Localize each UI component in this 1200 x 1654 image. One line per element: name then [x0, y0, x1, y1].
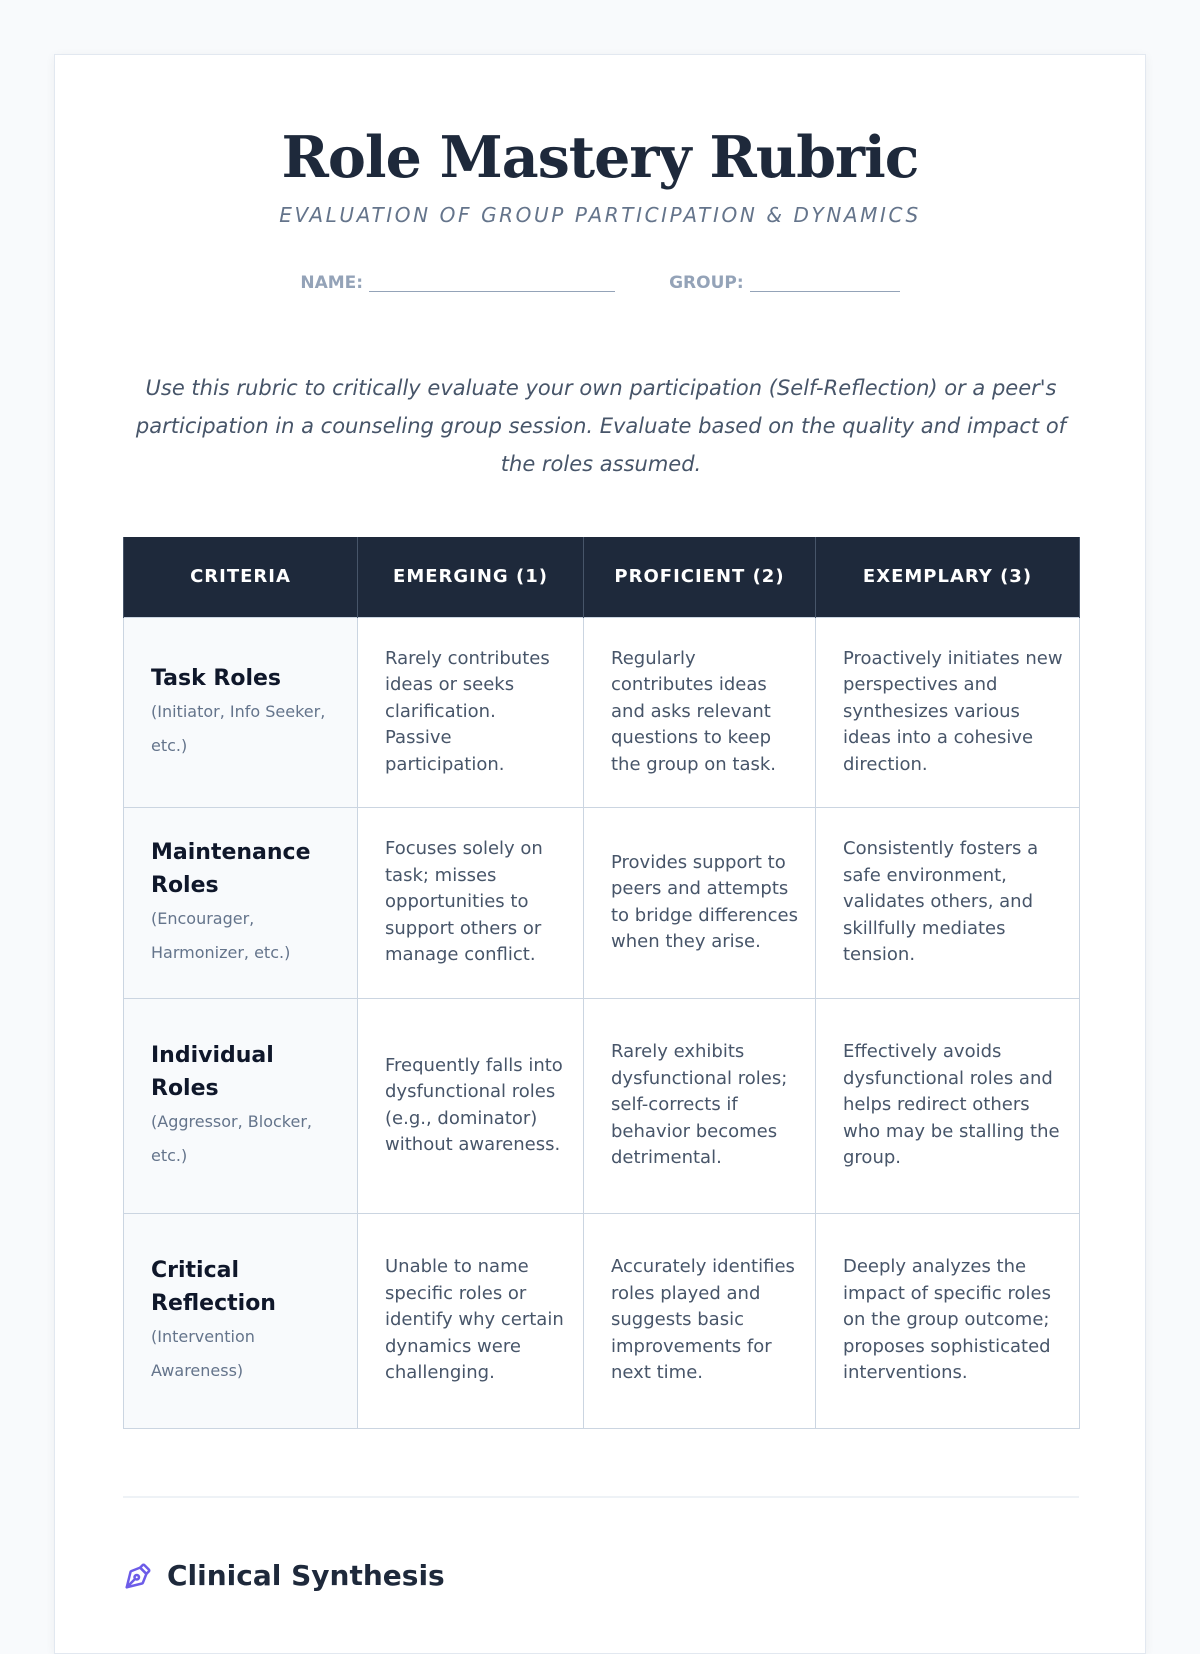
criterion-examples: (Aggressor, Blocker, etc.): [151, 1111, 312, 1165]
criterion-title: Maintenance Roles: [151, 839, 311, 898]
criterion-cell: [124, 998, 358, 1213]
exemplary-cell: Consistently fosters a safe environment, validates others, and skillfully mediates tension.: [816, 807, 1080, 998]
table-row: [124, 617, 1080, 807]
table-row: [124, 998, 1080, 1213]
name-blank-line[interactable]: [369, 271, 615, 292]
intro-text: Use this rubric to critically evaluate your own participation (Self-Reflection) or a peer's participation in a counseling group session. Evaluate based on the quality and impact of the roles assumed.: [135, 376, 1067, 476]
proficient-cell: Accurately identifies roles played and suggests basic improvements for next time.: [584, 1213, 816, 1428]
proficient-cell: Provides support to peers and attempts to bridge differences when they arise.: [584, 807, 816, 998]
rubric-table: [123, 537, 1080, 1429]
column-header-proficient: PROFICIENT (2): [584, 537, 816, 617]
column-header-emerging: EMERGING (1): [358, 537, 584, 617]
table-row: [124, 807, 1080, 998]
table-row: [124, 1213, 1080, 1428]
section-divider: [123, 1496, 1079, 1498]
proficient-cell: Regularly contributes ideas and asks relevant questions to keep the group on task.: [584, 617, 816, 807]
clinical-synthesis-header: [123, 1559, 445, 1593]
table-header-row: [124, 537, 1080, 617]
criterion-cell: [124, 1213, 358, 1428]
criterion-title: Task Roles: [151, 665, 282, 691]
emerging-cell: Frequently falls into dysfunctional roles (e.g., dominator) without awareness.: [358, 998, 584, 1213]
exemplary-cell: Proactively initiates new perspectives and synthesizes various ideas into a cohesive direction.: [816, 617, 1080, 807]
emerging-cell: Focuses solely on task; misses opportunities to support others or manage conflict.: [358, 807, 584, 998]
proficient-cell: Rarely exhibits dysfunctional roles; self-corrects if behavior becomes detrimental.: [584, 998, 816, 1213]
student-info-row: [55, 269, 1145, 297]
criterion-examples: (Encourager, Harmonizer, etc.): [151, 908, 291, 962]
column-header-exemplary: EXEMPLARY (3): [816, 537, 1080, 617]
exemplary-cell: Deeply analyzes the impact of specific roles on the group outcome; proposes sophisticated interventions.: [816, 1213, 1080, 1428]
group-field[interactable]: [669, 269, 900, 297]
name-field[interactable]: [300, 269, 615, 297]
criterion-cell: [124, 617, 358, 807]
criterion-title: Individual Roles: [151, 1042, 274, 1101]
criterion-examples: (Intervention Awareness): [151, 1326, 255, 1380]
page-title: Role Mastery Rubric: [281, 124, 919, 191]
criterion-title: Critical Reflection: [151, 1257, 276, 1316]
emerging-cell: Unable to name specific roles or identify why certain dynamics were challenging.: [358, 1213, 584, 1428]
criterion-examples: (Initiator, Info Seeker, etc.): [151, 701, 326, 755]
column-header-criteria: CRITERIA: [124, 537, 358, 617]
group-blank-line[interactable]: [750, 271, 900, 292]
name-label: NAME:: [300, 273, 364, 293]
exemplary-cell: Effectively avoids dysfunctional roles and helps redirect others who may be stalling the group.: [816, 998, 1080, 1213]
rubric-page: [54, 54, 1146, 1654]
criterion-cell: [124, 807, 358, 998]
group-label: GROUP:: [669, 273, 744, 293]
section-title: Clinical Synthesis: [167, 1559, 445, 1592]
pen-nib-icon: [123, 1561, 153, 1591]
page-subtitle: EVALUATION OF GROUP PARTICIPATION & DYNAMICS: [279, 203, 921, 227]
emerging-cell: Rarely contributes ideas or seeks clarification. Passive participation.: [358, 617, 584, 807]
